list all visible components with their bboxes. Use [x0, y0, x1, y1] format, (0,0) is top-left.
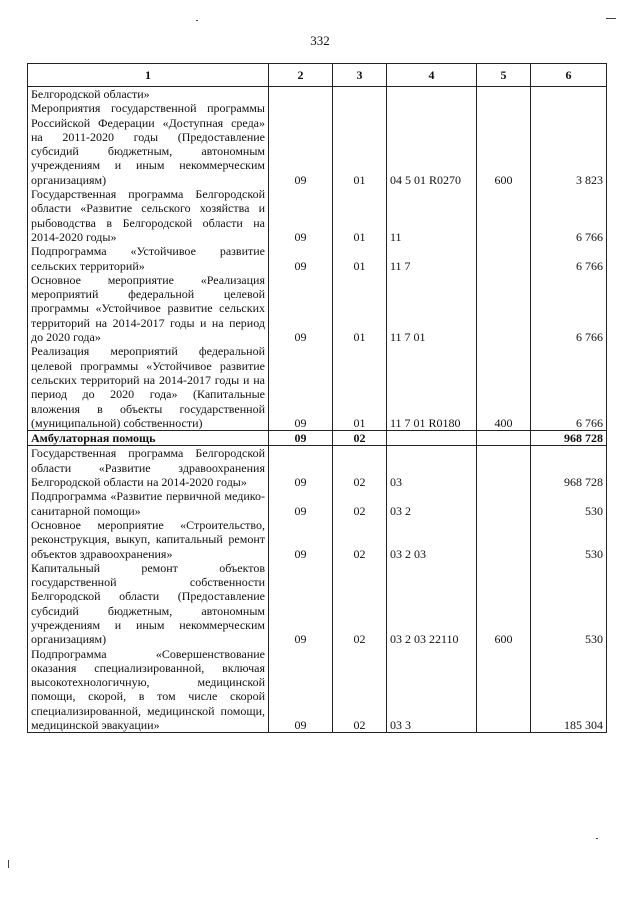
row-subsection-code: 01 [333, 273, 387, 344]
row-name: Подпрограмма «Развитие первичной медико-санитарной помощи» [28, 489, 269, 518]
row-section-code: 09 [269, 518, 333, 561]
row-section-code: 09 [269, 561, 333, 647]
row-target-code: 04 5 01 R0270 [387, 87, 477, 188]
row-section-code: 09 [269, 344, 333, 430]
row-section-code: 09 [269, 446, 333, 489]
row-target-code: 03 [387, 446, 477, 489]
column-header-1: 1 [28, 64, 269, 87]
column-header-5: 5 [477, 64, 531, 87]
row-expense-type [477, 647, 531, 733]
row-target-code: 03 2 03 [387, 518, 477, 561]
row-section-code: 09 [269, 87, 333, 188]
row-subsection-code: 01 [333, 187, 387, 244]
table-row [28, 273, 607, 344]
row-name: Белгородской области» Мероприятия государственной программы Российской Федерации «Доступная среда» на 2011-2020 годы (Предоставление субсидий бюджетным, автономным учреждениям и иным некоммерческим организациям) [28, 87, 269, 188]
row-amount: 185 304 [531, 647, 607, 733]
row-subsection-code: 02 [333, 489, 387, 518]
row-expense-type [477, 518, 531, 561]
row-expense-type: 600 [477, 87, 531, 188]
row-section-code: 09 [269, 431, 333, 446]
row-expense-type [477, 489, 531, 518]
table-row [28, 87, 607, 188]
table-row [28, 244, 607, 273]
row-target-code: 03 2 [387, 489, 477, 518]
row-amount: 530 [531, 518, 607, 561]
table-row [28, 561, 607, 647]
row-amount: 6 766 [531, 244, 607, 273]
row-subsection-code: 02 [333, 431, 387, 446]
row-target-code: 11 7 [387, 244, 477, 273]
table-row [28, 518, 607, 561]
row-subsection-code: 02 [333, 518, 387, 561]
row-target-code [387, 431, 477, 446]
row-expense-type [477, 273, 531, 344]
row-target-code: 11 [387, 187, 477, 244]
column-header-3: 3 [333, 64, 387, 87]
table-row [28, 489, 607, 518]
row-section-code: 09 [269, 489, 333, 518]
scan-speck [196, 20, 198, 21]
scan-speck [8, 860, 9, 868]
row-expense-type: 600 [477, 561, 531, 647]
row-amount: 6 766 [531, 344, 607, 430]
row-amount: 530 [531, 561, 607, 647]
row-expense-type: 400 [477, 344, 531, 430]
row-subsection-code: 01 [333, 344, 387, 430]
row-expense-type [477, 431, 531, 446]
row-name: Подпрограмма «Устойчивое развитие сельских территорий» [28, 244, 269, 273]
row-target-code: 11 7 01 [387, 273, 477, 344]
row-target-code: 03 3 [387, 647, 477, 733]
table-header-row [28, 64, 607, 87]
row-name: Реализация мероприятий федеральной целевой программы «Устойчивое развитие сельских территорий на 2014-2017 годы и на период до 2020 года» (Капитальные вложения в объекты государственной (муниципальной) собственности) [28, 344, 269, 430]
table-row [28, 446, 607, 489]
table-body [28, 87, 607, 733]
row-amount: 3 823 [531, 87, 607, 188]
row-amount: 530 [531, 489, 607, 518]
column-header-6: 6 [531, 64, 607, 87]
column-header-4: 4 [387, 64, 477, 87]
row-amount: 6 766 [531, 187, 607, 244]
row-section-code: 09 [269, 647, 333, 733]
row-subsection-code: 02 [333, 446, 387, 489]
row-name: Капитальный ремонт объектов государственной собственности Белгородской области (Предоставление субсидий бюджетным, автономным учреждениям и иным некоммерческим организациям) [28, 561, 269, 647]
row-name: Основное мероприятие «Строительство, реконструкция, выкуп, капитальный ремонт объектов здравоохранения» [28, 518, 269, 561]
section-name: Амбулаторная помощь [28, 431, 269, 446]
row-expense-type [477, 187, 531, 244]
page-number: 332 [310, 33, 330, 48]
row-name: Государственная программа Белгородской области «Развитие здравоохранения Белгородской области на 2014-2020 годы» [28, 446, 269, 489]
scan-speck [596, 838, 598, 839]
scan-speck [606, 18, 616, 19]
column-header-2: 2 [269, 64, 333, 87]
row-target-code: 11 7 01 R0180 [387, 344, 477, 430]
table-row [28, 187, 607, 244]
row-subsection-code: 01 [333, 244, 387, 273]
table-row [28, 344, 607, 430]
row-subsection-code: 01 [333, 87, 387, 188]
row-expense-type [477, 446, 531, 489]
table-row [28, 647, 607, 733]
row-amount: 968 728 [531, 446, 607, 489]
row-target-code: 03 2 03 22110 [387, 561, 477, 647]
row-name: Основное мероприятие «Реализация мероприятий федеральной целевой программы «Устойчивое развитие сельских территорий на 2014-2017 годы и на период до 2020 года» [28, 273, 269, 344]
row-name: Государственная программа Белгородской области «Развитие сельского хозяйства и рыбоводства в Белгородской области на 2014-2020 годы» [28, 187, 269, 244]
row-subsection-code: 02 [333, 647, 387, 733]
row-expense-type [477, 244, 531, 273]
row-name: Подпрограмма «Совершенствование оказания специализированной, включая высокотехнологичную, медицинской помощи, скорой, в том числе скорой специализированной, медицинской помощи, медицинской эвакуации» [28, 647, 269, 733]
row-amount: 968 728 [531, 431, 607, 446]
row-section-code: 09 [269, 244, 333, 273]
row-section-code: 09 [269, 187, 333, 244]
row-subsection-code: 02 [333, 561, 387, 647]
row-section-code: 09 [269, 273, 333, 344]
section-row [28, 431, 607, 446]
budget-table [27, 63, 607, 733]
row-amount: 6 766 [531, 273, 607, 344]
